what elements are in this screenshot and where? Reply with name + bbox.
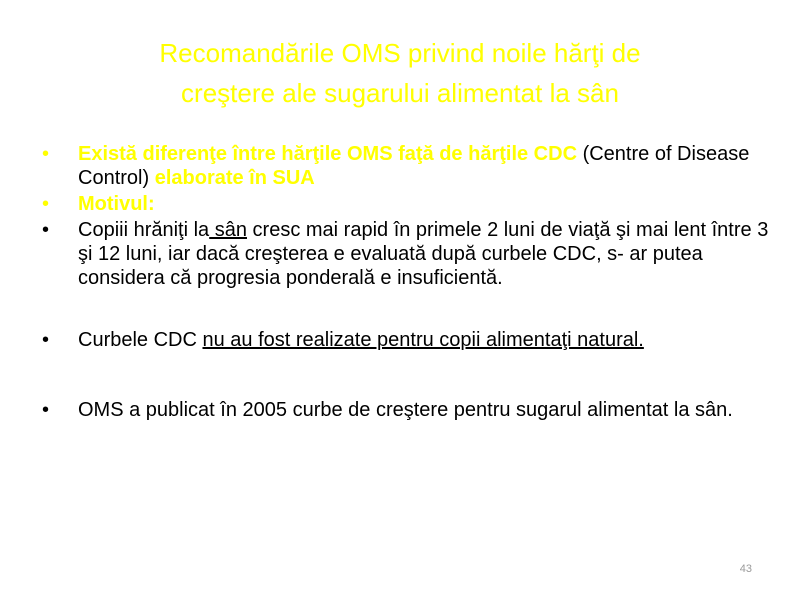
bullet-icon: • [42,219,50,241]
slide-title-line-2: creştere ale sugarului alimentat la sân [181,78,619,108]
bullet-item-growth [40,218,770,290]
bullet-item-differences [40,142,770,190]
bullet-text-who-2005: OMS a publicat în 2005 curbe de creştere pentru sugarul alimentat la sân. [78,399,733,421]
bullet-text-growth-1: Copiii hrăniţi la [78,219,210,241]
bullet-icon: • [42,193,50,215]
bullet-icon: • [42,399,50,421]
bullet-list [40,140,770,422]
bullet-text-growth-2: cresc mai rapid în primele 2 luni de viaţă şi mai lent între 3 şi 12 luni, iar dacă creşterea e evaluată după curbele CDC, s- ar putea considera că progresia ponderală e insuficientă. [78,219,769,289]
bullet-text-usa: elaborate în SUA [154,167,315,189]
bullet-text-not-designed: nu au fost realizate pentru copii alimentaţi natural. [202,329,644,351]
bullet-text-differences: Există diferenţe între hărţile OMS faţă de hărţile CDC [78,143,583,165]
bullet-icon: • [42,329,50,351]
slide-title-line-1: Recomandările OMS privind noile hărţi de [159,38,641,68]
bullet-item-who-2005 [40,398,770,422]
slide-title [60,33,740,113]
bullet-text-cdc-expansion: (Centre of Disease Control) [78,143,750,189]
bullet-text-breast: sân [209,219,247,241]
bullet-icon: • [42,143,50,165]
bullet-item-cdc-curves [40,328,770,352]
bullet-item-reason [40,192,770,216]
page-number: 43 [739,563,752,575]
bullet-text-reason: Motivul: [78,193,155,215]
bullet-text-cdc-curves: Curbele CDC [78,329,203,351]
